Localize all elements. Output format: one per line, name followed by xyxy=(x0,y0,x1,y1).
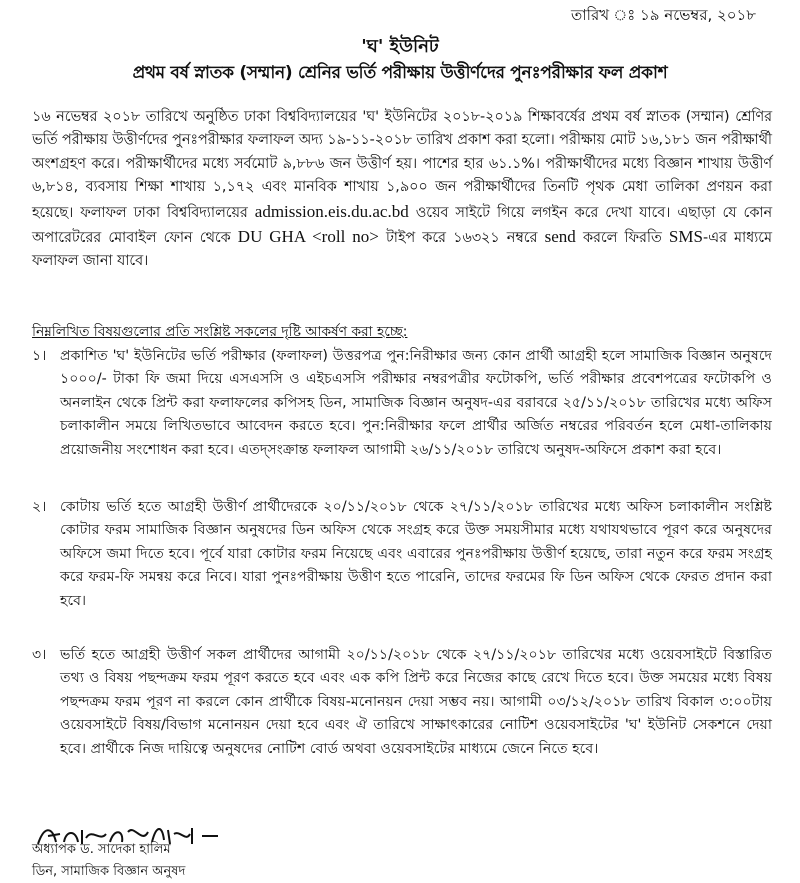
unit-title: 'ঘ' ইউনিট xyxy=(361,36,439,57)
signatory-name: অধ্যাপক ড. সাদেকা হালিম xyxy=(32,842,171,857)
notice-date: তারিখ ঃ ১৯ নভেম্বর, ২০১৮ xyxy=(571,6,756,24)
item-text: কোটায় ভর্তি হতে আগ্রহী উত্তীর্ণ প্রার্থীদেরকে ২০/১১/২০১৮ থেকে ২৭/১১/২০১৮ তারিখের মধ্যে অফিস চলাকালীন সংশ্লিষ্ট কোটার ফরম সামাজিক বিজ্ঞান অনুষদের ডিন অফিস থেকে সংগ্রহ করে উক্ত সময়সীমার মধ্যে যথাযথভাবে পূরণ করে অনুষদের অফিসে জমা দিতে হবে। পূর্বে যারা কোটার ফরম নিয়েছে এবং এবারের পুনঃপরীক্ষায় উত্তীর্ণ হয়েছে, তারা নতুন করে ফরম সংগ্রহ করে ফরম-ফি সমন্বয় করে নিবে। যারা পুনঃপরীক্ষায় উত্তীণ হতে পারেনি, তাদের ফরমের ফি ডিন অফিস থেকে ফেরত প্রদান করা হবে। xyxy=(60,499,772,609)
item-text: ভর্তি হতে আগ্রহী উত্তীর্ণ সকল প্রার্থীদের আগামী ২০/১১/২০১৮ থেকে ২৭/১১/২০১৮ তারিখের মধ্যে ওয়েবসাইটে বিস্তারিত তথ্য ও বিষয় পছন্দক্রম ফরম পূরণ করতে হবে এবং এক কপি প্রিন্ট করে নিজের কাছে রেখে দিতে হবে। উক্ত সময়ের মধ্যে বিষয় পছন্দক্রম ফরম পূরণ না করলে কোন প্রার্থীকে বিষয়-মনোনয়ন দেয়া সম্ভব নয়। আগামী ০৩/১২/২০১৮ তারিখ বিকাল ৩:০০টায় ওয়েবসাইটে বিষয়/বিভাগ মনোনয়ন দেয়া হবে এবং ঐ তারিখে সাক্ষাৎকারের নোটিশ ওয়েবসাইটের 'ঘ' ইউনিট সেকশনে দেয়া হবে। প্রার্থীকে নিজ দায়িত্বে অনুষদের নোটিশ বোর্ড অথবা ওয়েবসাইটের মাধ্যমে জেনে নিতে হবে। xyxy=(60,647,772,757)
item-number: ২। xyxy=(32,499,47,515)
sms-format: DU GHA <roll no> xyxy=(237,227,379,247)
item-number: ১। xyxy=(32,348,47,364)
website-link[interactable]: admission.eis.du.ac.bd xyxy=(254,201,409,221)
intro-paragraph xyxy=(32,106,772,274)
item-number: ৩। xyxy=(32,647,47,663)
send-word: send xyxy=(544,227,576,247)
intro-text-4: করলে ফিরতি xyxy=(575,230,669,247)
intro-text-1: ১৬ নভেম্বর ২০১৮ তারিখে অনুষ্ঠিত ঢাকা বিশ্ববিদ্যালয়ের 'ঘ' ইউনিটের ২০১৮-২০১৯ শিক্ষাবর্ষের প্রথম বর্ষ স্নাতক (সম্মান) শ্রেণির ভর্তি পরীক্ষায় উত্তীর্ণদের পুনঃপরীক্ষার ফলাফল অদ্য ১৯-১১-২০১৮ তারিখ প্রকাশ করা হলো। পরীক্ষায় মোট ১৬,১৮১ জন পরীক্ষার্থী অংশগ্রহণ করে। পরীক্ষার্থীদের মধ্যে সর্বমোট ৯,৮৮৬ জন উত্তীর্ণ হয়। পাশের হার ৬১.১%। পরীক্ষার্থীদের মধ্যে বিজ্ঞান শাখায় উত্তীর্ণ ৬,৮১৪, ব্যবসায় শিক্ষা শাখায় ১,১৭২ এবং মানবিক শাখায় ১,৯০০ জন পরীক্ষার্থীদের তিনটি পৃথক মেধা তালিকা প্রণয়ন করা হয়েছে। ফলাফল ঢাকা বিশ্ববিদ্যালয়ের xyxy=(32,109,772,221)
intro-text-3: টাইপ করে ১৬৩২১ নম্বরে xyxy=(378,230,545,247)
list-item xyxy=(32,644,772,761)
signatory-title: ডিন, সামাজিক বিজ্ঞান অনুষদ xyxy=(32,864,186,879)
intro-text-5: -এর মাধ্যমে ফলাফল জানা যাবে। xyxy=(32,230,772,270)
list-item xyxy=(32,345,772,462)
notice-heading: নিম্নলিখিত বিষয়গুলোর প্রতি সংশ্লিষ্ট সকলের দৃষ্টি আকর্ষণ করা হচ্ছে: xyxy=(32,324,408,340)
list-item xyxy=(32,496,772,613)
sms-word: SMS xyxy=(668,227,703,247)
item-text: প্রকাশিত 'ঘ' ইউনিটের ভর্তি পরীক্ষার (ফলাফল) উত্তরপত্র পুন:নিরীক্ষার জন্য কোন প্রার্থী আগ্রহী হলে সামাজিক বিজ্ঞান অনুষদে ১০০০/- টাকা ফি জমা দিয়ে এসএসসি ও এইচএসসি পরীক্ষার নম্বরপত্রীর ফটোকপি, ভর্তি পরীক্ষার প্রবেশপত্রের ফটোকপি ও অনলাইন থেকে প্রিন্ট করা ফলাফলের কপিসহ ডিন, সামাজিক বিজ্ঞান অনুষদ-এর বরাবরে ২৫/১১/২০১৮ তারিখের মধ্যে অফিস চলাকালীন সময়ে লিখিতভাবে আবেদন করতে হবে। পুন:নিরীক্ষার ফলে প্রার্থীর অর্জিত নম্বরের পরিবর্তন হলে মেধা-তালিকায় প্রয়োজনীয় সংশোধন করা হবে। এতদ্‌সংক্রান্ত ফলাফল আগামী ২৬/১১/২০১৮ তারিখে অনুষদ-অফিসে প্রকাশ করা হবে। xyxy=(60,348,772,458)
page-title: প্রথম বর্ষ স্নাতক (সম্মান) শ্রেনির ভর্তি পরীক্ষায় উত্তীর্ণদের পুনঃপরীক্ষার ফল প্রকাশ xyxy=(132,63,668,83)
intro-text-2: ওয়েব সাইটে গিয়ে লগইন করে দেখা যাবে। এছাড়া যে কোন অপারেটরের মোবাইল ফোন থেকে xyxy=(32,204,772,247)
